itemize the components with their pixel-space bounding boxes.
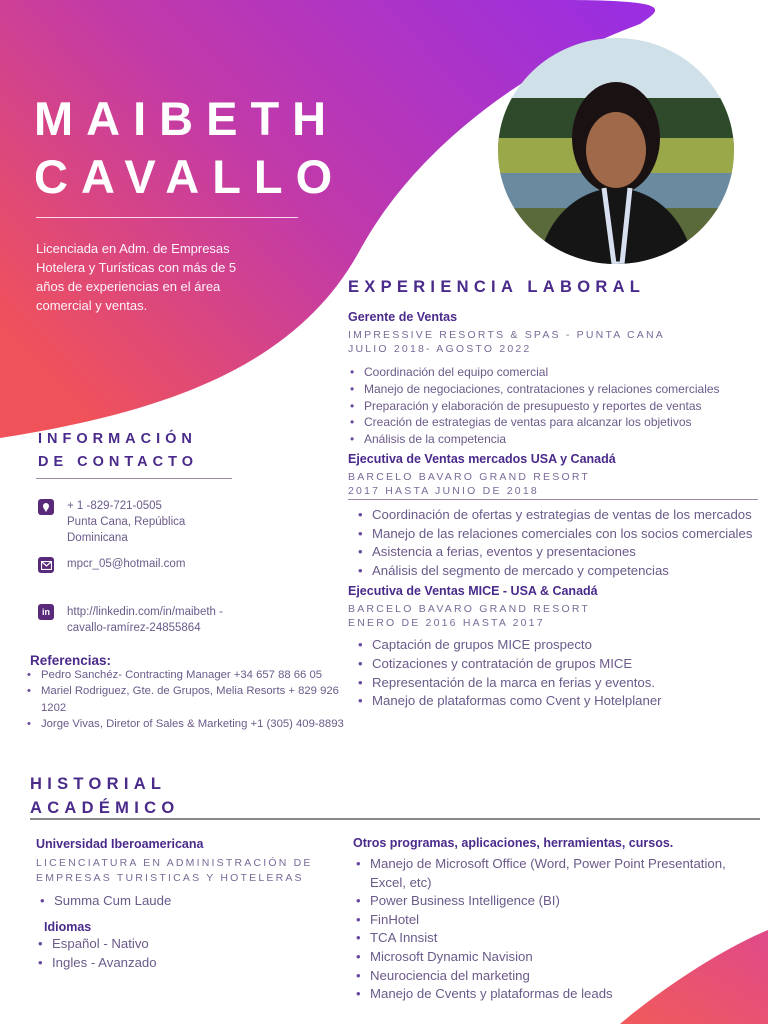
- reference-item: • Mariel Rodriguez, Gte. de Grupos, Melia Resorts + 829 926 1202: [25, 683, 345, 716]
- job-bullet: • Manejo de negociaciones, contrataciones y relaciones comerciales: [348, 381, 758, 398]
- job-company: BARCELO BAVARO GRAND RESORT: [348, 603, 591, 616]
- other-programs-heading: Otros programas, aplicaciones, herramientas, cursos.: [353, 836, 674, 850]
- job-bullet: • Coordinación de ofertas y estrategias de ventas de los mercados: [356, 506, 758, 525]
- language-item: • Español - Nativo: [36, 935, 296, 954]
- job-bullets: [348, 506, 758, 580]
- other-program-item: • Power Business Intelligence (BI): [354, 892, 754, 911]
- job-company: IMPRESSIVE RESORTS & SPAS - PUNTA CANA: [348, 329, 665, 341]
- education-heading: HISTORIAL ACADÉMICO: [30, 775, 180, 817]
- job-bullets: [348, 364, 758, 448]
- job-bullet: • Coordinación del equipo comercial: [348, 364, 758, 381]
- job-role: Gerente de Ventas: [348, 310, 458, 324]
- job-dates: 2017 HASTA JUNIO DE 2018: [348, 484, 539, 497]
- languages-list: [36, 935, 296, 972]
- job-role: Ejecutiva de Ventas MICE - USA & Canadá: [348, 584, 598, 599]
- job-bullet: • Manejo de plataformas como Cvent y Hotelplaner: [356, 692, 758, 711]
- job-bullets: [348, 636, 758, 710]
- phone-number[interactable]: + 1 -829-721-0505: [67, 500, 162, 512]
- job-dates: ENERO DE 2016 HASTA 2017: [348, 617, 545, 630]
- linkedin-link[interactable]: http://linkedin.com/in/maibeth -cavallo-ramírez-24855864: [67, 606, 223, 634]
- other-program-item: • Microsoft Dynamic Navision: [354, 948, 754, 967]
- other-program-item: • TCA Innsist: [354, 929, 754, 948]
- job-bullet: • Cotizaciones y contratación de grupos MICE: [356, 655, 758, 674]
- reference-item: • Jorge Vivas, Diretor of Sales & Marketing +1 (305) 409-8893: [25, 716, 345, 732]
- education-divider: [30, 818, 760, 820]
- language-item: • Ingles - Avanzado: [36, 954, 296, 973]
- profile-photo: [498, 38, 734, 264]
- languages-heading: Idiomas: [44, 920, 92, 934]
- job-bullet: • Asistencia a ferias, eventos y presentaciones: [356, 543, 758, 562]
- name-divider: [36, 217, 298, 218]
- job-block: [348, 310, 758, 448]
- honor-item: • Summa Cum Laude: [38, 892, 298, 911]
- job-dates: JULIO 2018- AGOSTO 2022: [348, 343, 532, 355]
- job-bullet: • Análisis del segmento de mercado y competencias: [356, 562, 758, 581]
- job-bullet: • Manejo de las relaciones comerciales con los socios comerciales: [356, 525, 758, 544]
- other-program-item: • FinHotel: [354, 911, 754, 930]
- location-text: Punta Cana, República Dominicana: [67, 516, 186, 544]
- other-program-item: • Manejo de Microsoft Office (Word, Power Point Presentation, Excel, etc): [354, 855, 754, 892]
- summary-text: Licenciada en Adm. de Empresas Hotelera y Turísticas con más de 5 años de experiencias en el área comercial y ventas.: [36, 241, 237, 313]
- contact-phone-location: [67, 498, 217, 546]
- job-company: BARCELO BAVARO GRAND RESORT: [348, 470, 591, 483]
- last-name: CAVALLO: [34, 150, 346, 203]
- other-program-item: • Neurociencia del marketing: [354, 967, 754, 986]
- reference-item: • Pedro Sanchéz- Contracting Manager +34 657 88 66 05: [25, 667, 345, 683]
- experience-divider: [348, 499, 758, 500]
- contact-divider: [36, 478, 232, 479]
- first-name: MAIBETH: [34, 92, 340, 145]
- experience-section: [348, 310, 758, 711]
- job-role: Ejecutiva de Ventas mercados USA y Canadá: [348, 451, 616, 466]
- job-bullet: • Creación de estrategias de ventas para alcanzar los objetivos: [348, 414, 758, 431]
- location-pin-icon: [38, 499, 54, 515]
- university-name: Universidad Iberoamericana: [36, 837, 204, 851]
- job-bullet: • Preparación y elaboración de presupuesto y reportes de ventas: [348, 398, 758, 415]
- mail-icon: [38, 557, 54, 573]
- contact-heading: INFORMACIÓN DE CONTACTO: [38, 431, 198, 470]
- other-programs-list: [354, 855, 754, 1004]
- job-bullet: • Representación de la marca en ferias y eventos.: [356, 674, 758, 693]
- linkedin-icon: in: [38, 604, 54, 620]
- job-bullet: • Captación de grupos MICE prospecto: [356, 636, 758, 655]
- job-block: [348, 584, 758, 710]
- experience-heading: EXPERIENCIA LABORAL: [348, 278, 646, 296]
- references-list: [25, 667, 345, 733]
- email-link[interactable]: mpcr_05@hotmail.com: [67, 558, 186, 570]
- degree-text: LICENCIATURA EN ADMINISTRACIÓN DE EMPRESAS TURISTICAS Y HOTELERAS: [36, 857, 313, 884]
- other-program-item: • Manejo de Cvents y plataformas de leads: [354, 985, 754, 1004]
- honors-list: [38, 892, 298, 911]
- references-heading: Referencias:: [30, 653, 112, 668]
- job-block: [348, 452, 758, 580]
- job-bullet: • Análisis de la competencia: [348, 431, 758, 448]
